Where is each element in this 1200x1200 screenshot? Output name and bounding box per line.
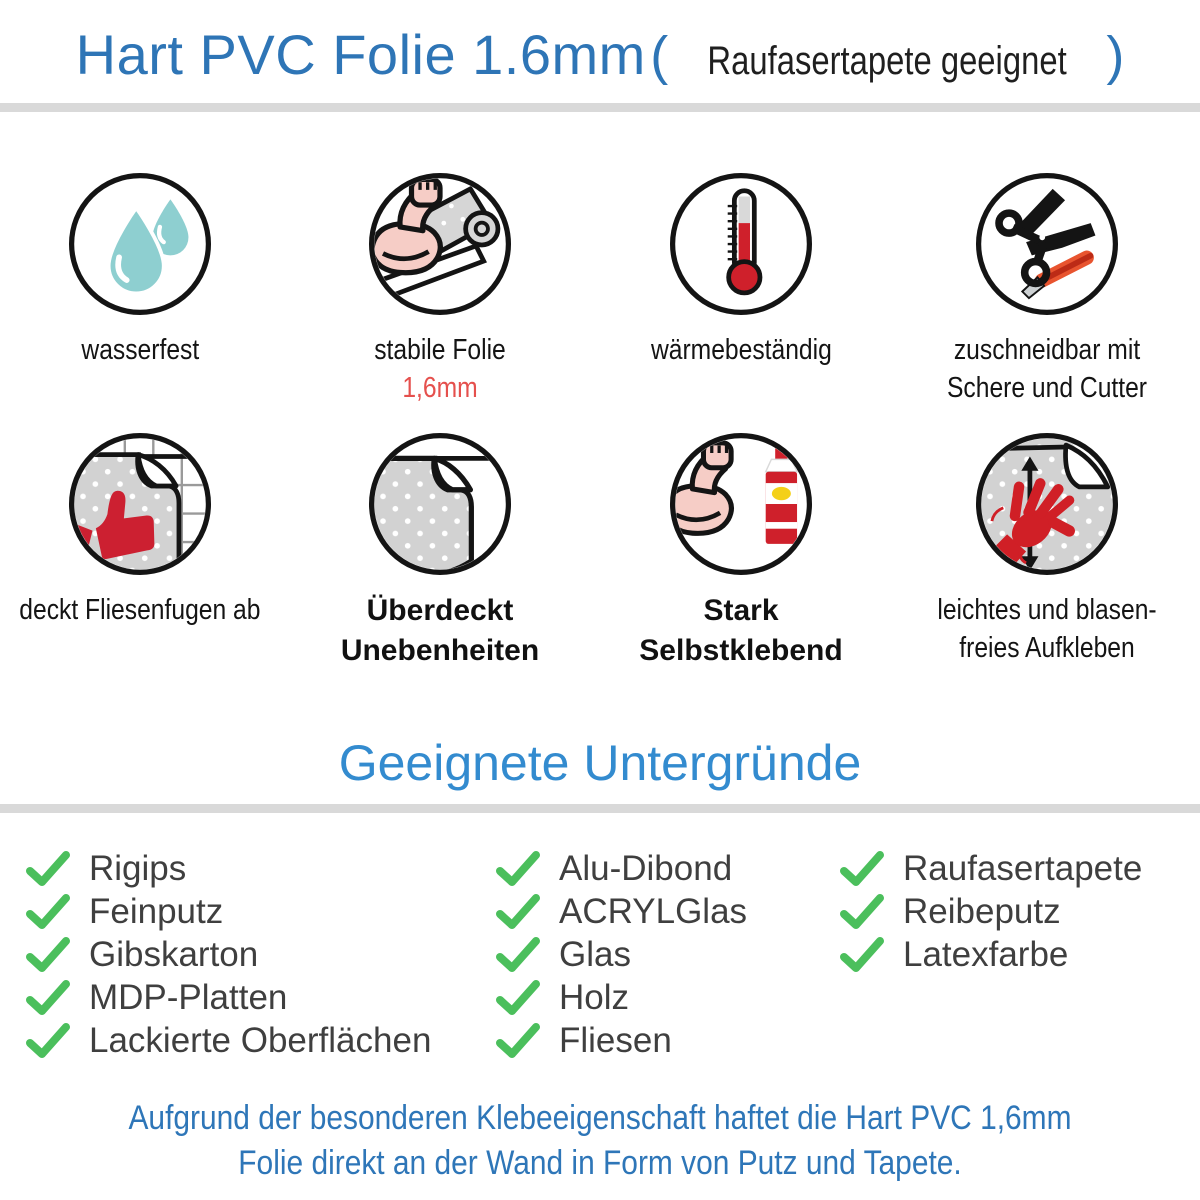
- list-item: Reibeputz: [840, 895, 1142, 929]
- list-item: Rigips: [26, 852, 431, 886]
- check-icon: [26, 980, 70, 1016]
- check-icon: [496, 1023, 540, 1059]
- feature-label: deckt Fliesenfugen ab: [19, 594, 261, 626]
- muscle-glue-icon: [665, 428, 817, 580]
- feature-wasserfest: [0, 168, 290, 369]
- check-icon: [840, 851, 884, 887]
- thickness-highlight: 1,6mm: [402, 372, 478, 404]
- list-item: Feinputz: [26, 895, 431, 929]
- feature-label: wärmebeständig: [650, 334, 832, 366]
- list-item: MDP-Platten: [26, 981, 431, 1015]
- feature-label: wasserfest: [81, 334, 199, 366]
- feature-label: stabile Folie 1,6mm: [290, 331, 590, 407]
- title-paren-close: ): [1106, 26, 1125, 86]
- list-item: Holz: [496, 981, 747, 1015]
- list-item: Glas: [496, 938, 747, 972]
- water-drops-icon: [64, 168, 216, 320]
- surfaces-column-1: [26, 849, 432, 1067]
- title-subtitle: Raufasertapete geeignet: [707, 39, 1067, 83]
- feature-zuschneidbar: [897, 168, 1197, 407]
- feature-ueberdeckt-unebenheiten: [290, 428, 590, 671]
- list-item: Alu-Dibond: [496, 852, 747, 886]
- surfaces-column-3: [840, 849, 1143, 981]
- check-icon: [26, 1023, 70, 1059]
- film-fold-icon: [364, 428, 516, 580]
- feature-stark-selbstklebend: [591, 428, 891, 671]
- scissors-cutter-icon: [971, 168, 1123, 320]
- check-icon: [26, 894, 70, 930]
- check-icon: [26, 937, 70, 973]
- check-icon: [496, 851, 540, 887]
- surfaces-column-2: [496, 849, 748, 1067]
- check-icon: [26, 851, 70, 887]
- title-paren-open: (: [650, 26, 669, 86]
- page-title: [0, 22, 1200, 87]
- feature-deckt-fliesenfugen: [0, 428, 290, 629]
- divider-bar-middle: [0, 804, 1200, 813]
- feature-label: Überdeckt Unebenheiten: [340, 594, 540, 667]
- thermometer-icon: [665, 168, 817, 320]
- feature-waermebestaendig: [591, 168, 891, 369]
- check-icon: [840, 937, 884, 973]
- feature-label: leichtes und blasen- freies Aufkleben: [937, 594, 1157, 664]
- check-icon: [496, 894, 540, 930]
- list-item: ACRYLGlas: [496, 895, 747, 929]
- muscle-film-roll-icon: [364, 168, 516, 320]
- title-main: Hart PVC Folie 1.6mm: [75, 23, 646, 86]
- divider-bar-top: [0, 103, 1200, 112]
- list-item: Fliesen: [496, 1024, 747, 1058]
- list-item: Latexfarbe: [840, 938, 1142, 972]
- list-item: Lackierte Oberflächen: [26, 1024, 431, 1058]
- check-icon: [496, 980, 540, 1016]
- list-item: Raufasertapete: [840, 852, 1142, 886]
- feature-label: zuschneidbar mit Schere und Cutter: [946, 334, 1148, 404]
- feature-stabile-folie: [290, 168, 590, 407]
- check-icon: [496, 937, 540, 973]
- section-heading: Geeignete Untergründe: [338, 735, 862, 791]
- hand-on-film-icon: [971, 428, 1123, 580]
- list-item: Gibskarton: [26, 938, 431, 972]
- tile-film-thumbsup-icon: [64, 428, 216, 580]
- feature-label: Stark Selbstklebend: [639, 594, 843, 667]
- feature-leichtes-aufkleben: [897, 428, 1197, 667]
- check-icon: [840, 894, 884, 930]
- footer-note: Aufgrund der besonderen Klebeeigenschaft haftet die Hart PVC 1,6mm Folie direkt an der Wand in Form von Putz und Tapete.: [128, 1099, 1072, 1182]
